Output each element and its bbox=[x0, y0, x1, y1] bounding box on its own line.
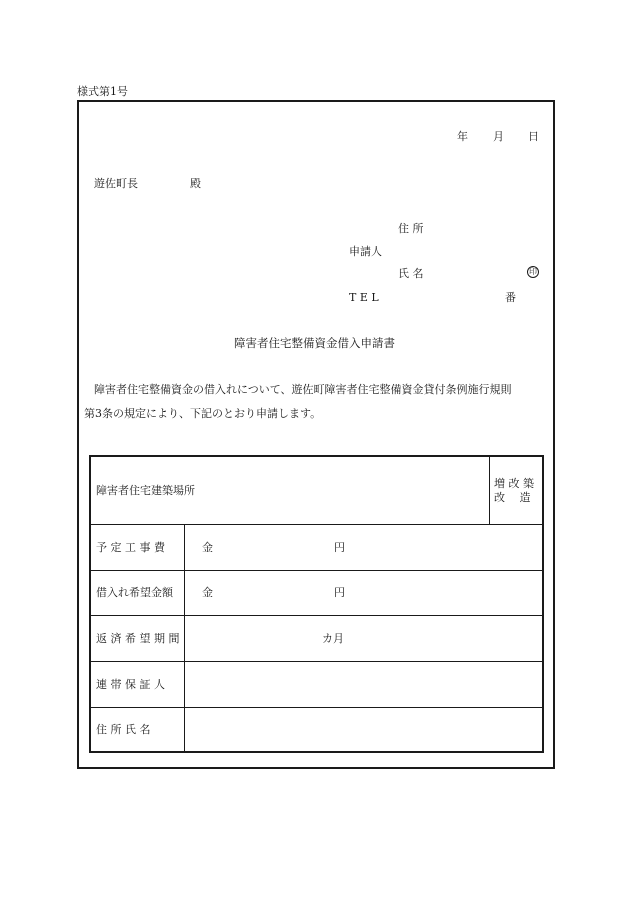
construction-type-line-2: 改 造 bbox=[494, 491, 531, 504]
addressee-name: 遊佐町長 bbox=[94, 177, 138, 190]
table-row-divider bbox=[89, 661, 544, 662]
tel-suffix: 番 bbox=[505, 291, 516, 304]
application-table bbox=[89, 455, 544, 753]
loan-amount-unit: 円 bbox=[334, 586, 345, 599]
repayment-period-label: 返 済 希 望 期 間 bbox=[96, 632, 180, 645]
guarantor-address-name-label: 住 所 氏 名 bbox=[96, 723, 151, 736]
loan-amount-label: 借入れ希望金額 bbox=[96, 586, 173, 599]
date-year: 年 bbox=[457, 130, 468, 143]
location-label: 障害者住宅建築場所 bbox=[96, 484, 195, 497]
table-col-divider bbox=[489, 455, 490, 524]
applicant-address-label: 住 所 bbox=[398, 222, 424, 235]
addressee-honorific: 殿 bbox=[190, 177, 201, 190]
document-title: 障害者住宅整備資金借入申請書 bbox=[234, 336, 395, 350]
seal-mark: 印 bbox=[529, 267, 537, 276]
applicant-name-label: 氏 名 bbox=[398, 267, 424, 280]
table-row-divider bbox=[89, 615, 544, 616]
repayment-period-unit: カ月 bbox=[322, 632, 344, 645]
body-line-1: 障害者住宅整備資金の借入れについて、遊佐町障害者住宅整備資金貸付条例施行規則 bbox=[94, 383, 512, 396]
planned-cost-prefix: 金 bbox=[202, 541, 213, 554]
form-number: 様式第1号 bbox=[77, 85, 128, 98]
body-line-2: 第3条の規定により、下記のとおり申請します。 bbox=[84, 407, 322, 420]
table-row-divider bbox=[89, 570, 544, 571]
table-row-divider bbox=[89, 524, 544, 525]
table-col-divider bbox=[184, 524, 185, 753]
date-month: 月 bbox=[493, 130, 504, 143]
date-day: 日 bbox=[528, 130, 539, 143]
planned-cost-label: 予 定 工 事 費 bbox=[96, 541, 165, 554]
loan-amount-prefix: 金 bbox=[202, 586, 213, 599]
applicant-label: 申請人 bbox=[349, 245, 382, 258]
construction-type-line-1: 増 改 築 bbox=[494, 477, 534, 490]
table-row-divider bbox=[89, 707, 544, 708]
planned-cost-unit: 円 bbox=[334, 541, 345, 554]
guarantor-label: 連 帯 保 証 人 bbox=[96, 678, 165, 691]
tel-label: T E L bbox=[349, 291, 379, 304]
